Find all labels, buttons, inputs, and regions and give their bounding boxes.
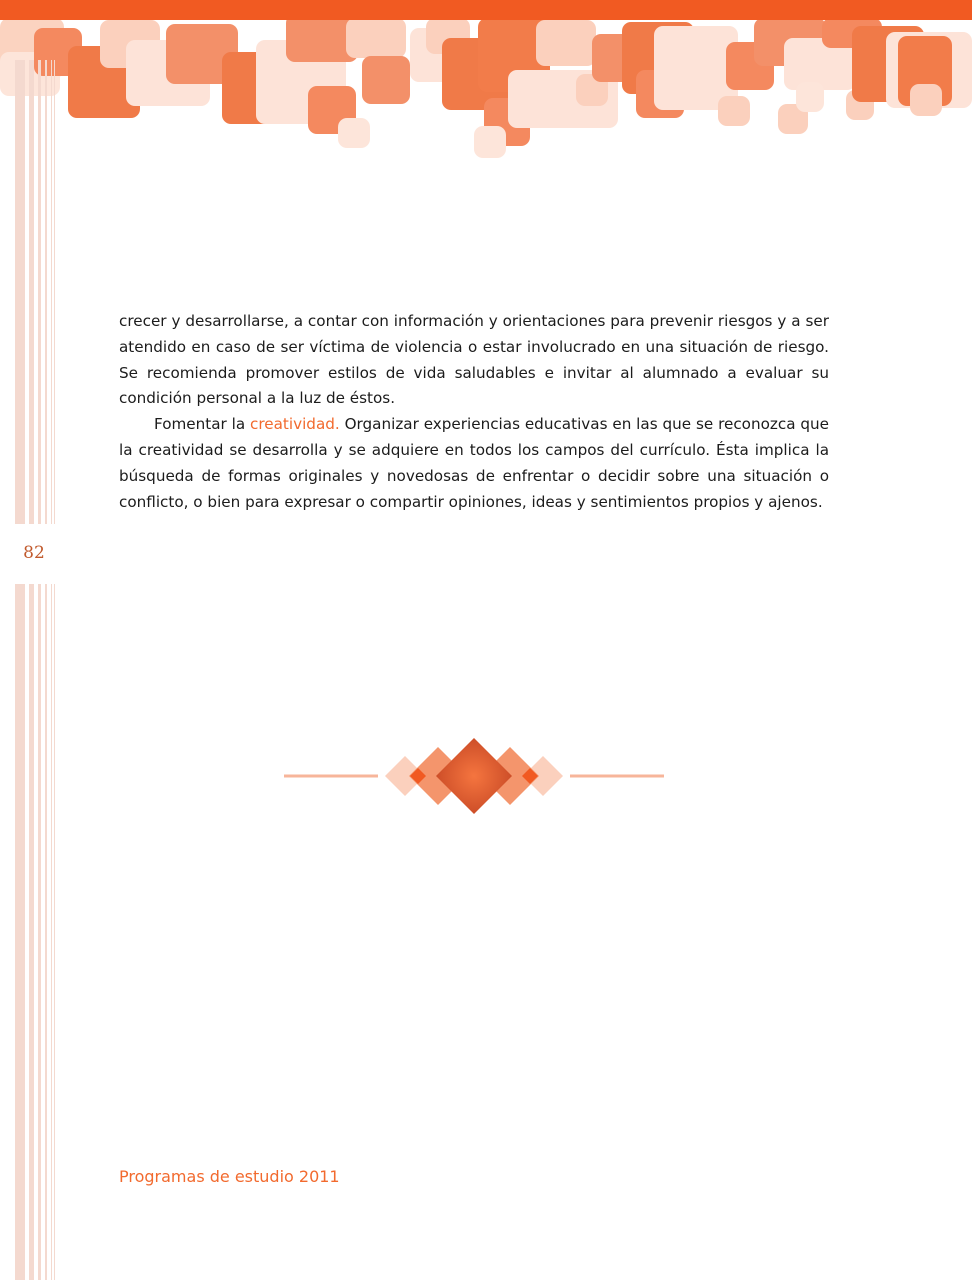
diamond-ornament-divider xyxy=(284,738,664,814)
top-color-band xyxy=(0,0,972,20)
paragraph-2 xyxy=(119,412,829,515)
margin-stripes xyxy=(0,0,60,1280)
footer-publication-title: Programas de estudio 2011 xyxy=(119,1167,340,1186)
body-text xyxy=(119,309,829,515)
page-number: 82 xyxy=(23,543,45,563)
header-decoration xyxy=(0,0,972,170)
paragraph-2-rest: Organizar experiencias educativas en las que se reconozca que la creatividad se desarrolla y se adquiere en todos los campos del currículo. Ésta implica la búsqueda de formas originales y novedosas de enfrentar o decidir sobre una situación o conflicto, o bien para expresar o compartir opiniones, ideas y sentimientos propios y ajenos. xyxy=(119,415,829,511)
paragraph-1: crecer y desarrollarse, a contar con información y orientaciones para prevenir riesgos y a ser atendido en caso de ser víctima de violencia o estar involucrado en una situación de riesgo. Se recomienda promover estilos de vida saludables e invitar al alumnado a evaluar su condición personal a la luz de éstos. xyxy=(119,312,829,408)
creatividad-keyword: creatividad. xyxy=(250,415,340,434)
paragraph-2-lead: Fomentar la xyxy=(154,415,251,434)
diamond-center xyxy=(436,738,512,814)
